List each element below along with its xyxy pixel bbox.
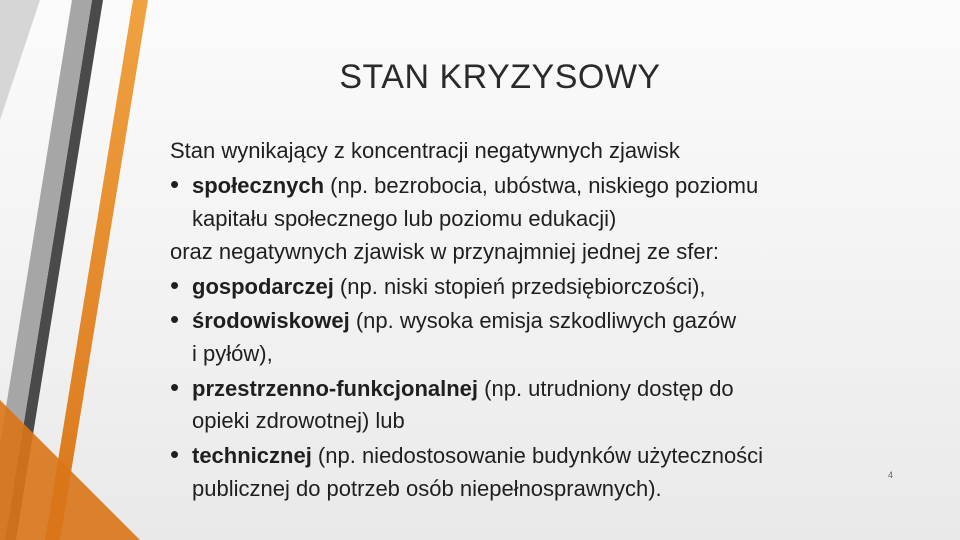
bullet-item-spatial bbox=[170, 371, 890, 405]
bullet-icon: • bbox=[170, 270, 180, 301]
bullet-item-social bbox=[170, 168, 890, 202]
bullet-item-technical bbox=[170, 438, 890, 472]
intro-text: Stan wynikający z koncentracji negatywnych zjawisk bbox=[170, 138, 680, 163]
bullet-continuation: publicznej do potrzeb osób niepełnosprawnych). bbox=[192, 475, 662, 501]
bullet-text: (np. bezrobocia, ubóstwa, niskiego poziomu bbox=[324, 172, 759, 198]
bullet-text: (np. niedostosowanie budynków użyteczności bbox=[311, 443, 764, 469]
bullet-icon: • bbox=[170, 439, 180, 470]
bullet-term: gospodarczej bbox=[192, 274, 334, 300]
bullet-continuation: i pyłów), bbox=[192, 340, 273, 366]
bullet-term: technicznej bbox=[192, 443, 312, 469]
bullet-icon: • bbox=[170, 303, 180, 334]
bullet-text: (np. utrudniony dostęp do bbox=[478, 375, 734, 401]
bullet-term: społecznych bbox=[192, 172, 325, 198]
bullet-item-environmental bbox=[170, 303, 890, 337]
bullet-text: (np. niski stopień przedsiębiorczości), bbox=[333, 274, 706, 300]
bullet-text: (np. wysoka emisja szkodliwych gazów bbox=[349, 307, 737, 333]
slide-body bbox=[170, 134, 890, 506]
bullet-term: przestrzenno-funkcjonalnej bbox=[192, 375, 479, 401]
light-gray-stripe bbox=[0, 0, 40, 120]
bullet-continuation: kapitału społecznego lub poziomu edukacji) bbox=[192, 205, 617, 231]
slide-title: STAN KRYZYSOWY bbox=[339, 58, 661, 96]
bullet-icon: • bbox=[170, 168, 180, 199]
page-number: 4 bbox=[888, 470, 894, 480]
bullet-term: środowiskowej bbox=[192, 307, 350, 333]
bullet-item-economic bbox=[170, 269, 890, 303]
bullet-continuation: opieki zdrowotnej) lub bbox=[192, 408, 405, 434]
bullet-icon: • bbox=[170, 371, 180, 402]
middle-text: oraz negatywnych zjawisk w przynajmniej jednej ze sfer: bbox=[170, 239, 720, 265]
